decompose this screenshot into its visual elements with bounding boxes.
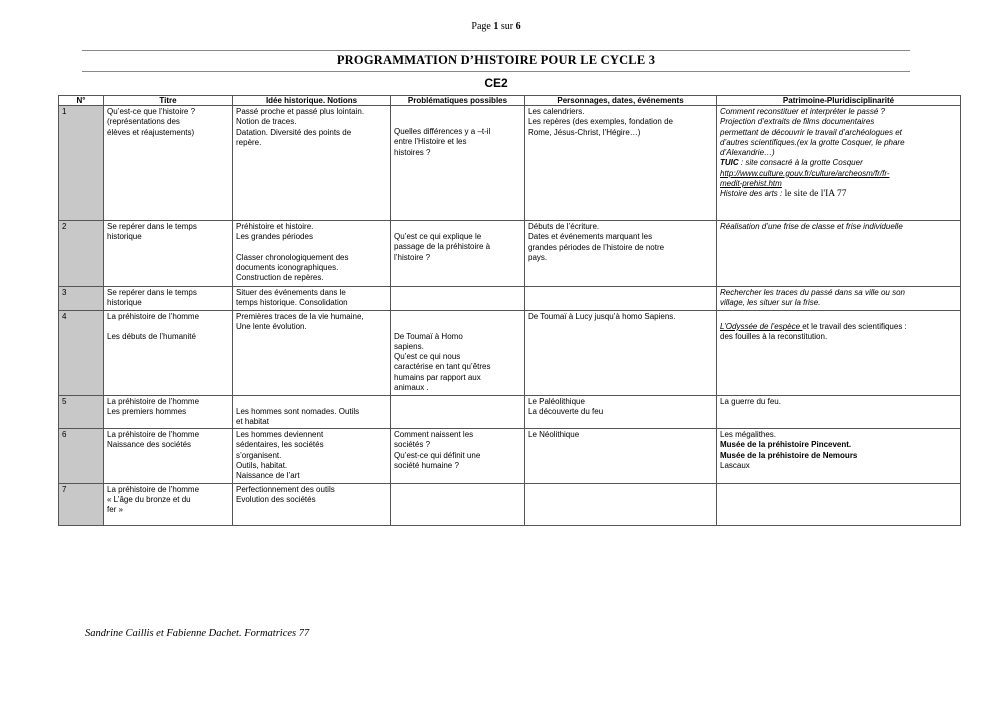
cell-personnages: Les calendriers. Les repères (des exemples, fondation de Rome, Jésus-Christ, l’Hégire…): [525, 106, 717, 221]
cell-idee: Perfectionnement des outils Evolution des sociétés: [233, 483, 391, 525]
cell-titre: Se repérer dans le temps historique: [104, 287, 233, 311]
odyssee-link[interactable]: L’Odyssée de l’espèce: [720, 321, 803, 331]
cell-personnages: [525, 483, 717, 525]
col-header-patrimoine: Patrimoine-Pluridisciplinarité: [717, 96, 961, 106]
cell-idee: Préhistoire et histoire. Les grandes périodes Classer chronologiquement des documents iconographiques. Construction de repères.: [233, 221, 391, 287]
page-number: Page 1 sur 6: [471, 21, 521, 32]
table-row-2: [59, 221, 961, 287]
row-number: 3: [59, 287, 104, 311]
cell-problematiques: [391, 395, 525, 429]
cell-titre: La préhistoire de l’homme Naissance des sociétés: [104, 429, 233, 483]
row-number: 5: [59, 395, 104, 429]
cosquer-link[interactable]: http://www.culture.gouv.fr/culture/archeosm/fr/fr-: [720, 168, 890, 178]
cosquer-link-cont[interactable]: medit-prehist.htm: [720, 179, 782, 189]
cell-titre: Se repérer dans le temps historique: [104, 221, 233, 287]
cell-problematiques: De Toumaï à Homo sapiens. Qu’est ce qui nous caractérise en tant qu’êtres humains par rapport aux animaux .: [391, 310, 525, 395]
table-row-3: [59, 287, 961, 311]
cell-titre: Qu’est-ce que l’histoire ? (représentations des élèves et réajustements): [104, 106, 233, 221]
cell-patrimoine: La guerre du feu.: [717, 395, 961, 429]
cell-titre: La préhistoire de l’homme « L’âge du bronze et du fer »: [104, 483, 233, 525]
footer-authors: Sandrine Caillis et Fabienne Dachet. Formatrices 77: [85, 628, 310, 639]
col-header-num: N°: [59, 96, 104, 106]
cell-patrimoine: Rechercher les traces du passé dans sa ville ou son village, les situer sur la frise.: [717, 287, 961, 311]
col-header-titre: Titre: [104, 96, 233, 106]
cell-problematiques: Comment naissent les sociétés ? Qu’est-ce qui définit une société humaine ?: [391, 429, 525, 483]
header-rule-top: [82, 50, 910, 51]
cell-idee: Premières traces de la vie humaine, Une lente évolution.: [233, 310, 391, 395]
cell-titre: La préhistoire de l’homme Les premiers hommes: [104, 395, 233, 429]
ia77-link[interactable]: le site de l'IA 77: [782, 189, 847, 200]
cell-personnages: Le Néolithique: [525, 429, 717, 483]
cell-personnages: De Toumaï à Lucy jusqu’à homo Sapiens.: [525, 310, 717, 395]
cell-patrimoine: Réalisation d’une frise de classe et frise individuelle: [717, 221, 961, 287]
row-number: 2: [59, 221, 104, 287]
cell-patrimoine: Les mégalithes. Musée de la préhistoire Pincevent. Musée de la préhistoire de Nemours Lascaux: [717, 429, 961, 483]
row-number: 1: [59, 106, 104, 221]
tuic-note: TUIC : site consacré à la grotte Cosquer: [720, 158, 863, 168]
table-row-5: [59, 395, 961, 429]
cell-problematiques: [391, 483, 525, 525]
cell-idee: Passé proche et passé plus lointain. Notion de traces. Datation. Diversité des points de repère.: [233, 106, 391, 221]
row-number: 4: [59, 310, 104, 395]
level-heading: CE2: [484, 76, 508, 90]
cell-patrimoine: Comment reconstituer et interpréter le passé ? Projection d’extraits de films documentaires permettant de découvrir le travail d’archéologues et d’autres scientifiques.(ex la grotte Cosquer, le phare d’Alexandrie…) TUIC : site consacré à la grotte Cosquer http://www.culture.gouv.fr/culture/archeosm/fr/fr- medit-prehist.htm Histoire des arts : le site de l'IA 77: [717, 106, 961, 221]
table-row-1: [59, 106, 961, 221]
table-row-7: [59, 483, 961, 525]
cell-problematiques: Quelles différences y a –t-il entre l’Histoire et les histoires ?: [391, 106, 525, 221]
cell-titre: La préhistoire de l’homme Les débuts de l’humanité: [104, 310, 233, 395]
cell-personnages: [525, 287, 717, 311]
cell-personnages: Le Paléolithique La découverte du feu: [525, 395, 717, 429]
col-header-idee: Idée historique. Notions: [233, 96, 391, 106]
table-row-4: [59, 310, 961, 395]
col-header-problematiques: Problématiques possibles: [391, 96, 525, 106]
cell-idee: Les hommes sont nomades. Outils et habitat: [233, 395, 391, 429]
table-row-6: [59, 429, 961, 483]
document-title: PROGRAMMATION D’HISTOIRE POUR LE CYCLE 3: [336, 53, 656, 67]
cell-personnages: Débuts de l’écriture. Dates et événements marquant les grandes périodes de l’histoire de notre pays.: [525, 221, 717, 287]
programme-table: [58, 95, 961, 526]
cell-idee: Situer des événements dans le temps historique. Consolidation: [233, 287, 391, 311]
histoire-des-arts: Histoire des arts : le site de l'IA 77: [720, 189, 847, 200]
table-header-row: [59, 96, 961, 106]
cell-problematiques: [391, 287, 525, 311]
cell-patrimoine: [717, 483, 961, 525]
header-rule-bottom: [82, 71, 910, 72]
row-number: 6: [59, 429, 104, 483]
cell-problematiques: Qu’est ce qui explique le passage de la préhistoire à l’histoire ?: [391, 221, 525, 287]
cell-patrimoine: L’Odyssée de l’espèce et le travail des scientifiques : des fouilles à la reconstitution.: [717, 310, 961, 395]
row-number: 7: [59, 483, 104, 525]
col-header-personnages: Personnages, dates, événements: [525, 96, 717, 106]
cell-idee: Les hommes deviennent sédentaires, les sociétés s’organisent. Outils, habitat. Naissance de l’art: [233, 429, 391, 483]
